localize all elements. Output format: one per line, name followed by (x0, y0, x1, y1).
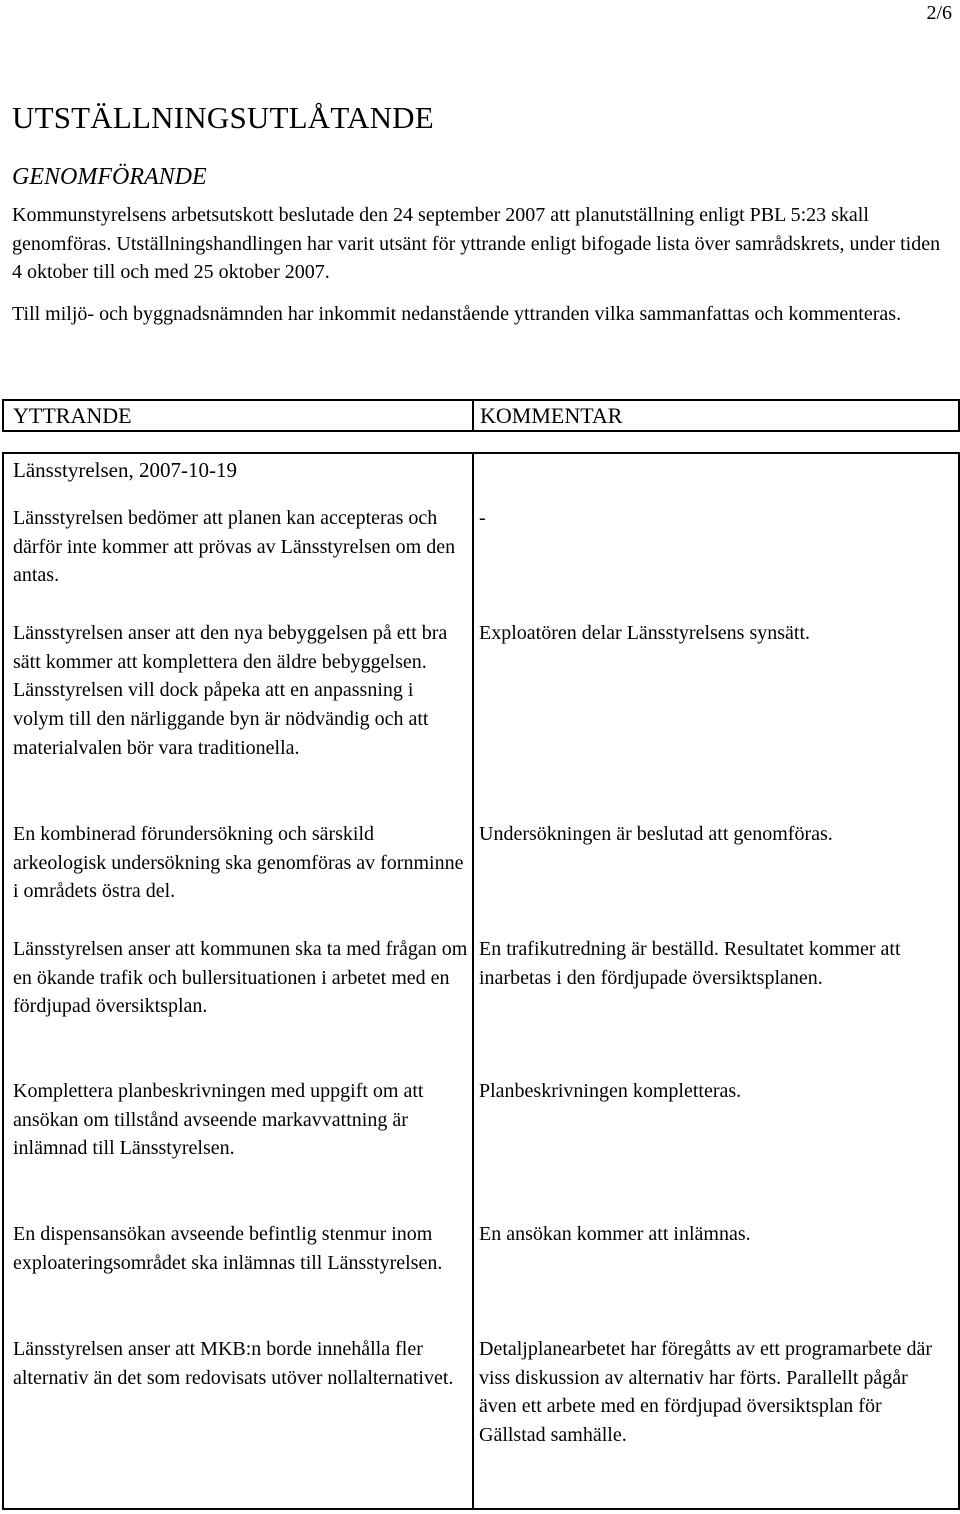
page-title: UTSTÄLLNINGSUTLÅTANDE (12, 100, 434, 135)
kommentar-item: En trafikutredning är beställd. Resultatet kommer att inarbetas i den fördjupade översiktsplanen. (479, 938, 901, 989)
table-body-row (3, 453, 959, 1509)
kommentar-item: Undersökningen är beslutad att genomföras. (479, 823, 833, 845)
page-number: 2/6 (926, 2, 952, 24)
intro-paragraph: Kommunstyrelsens arbetsutskott beslutade den 24 september 2007 att planutställning enligt PBL 5:23 skall genomföras. Utställningshandlingen har varit utsänt för yttrande enligt bifogade lista över samrådskrets, under tiden 4 oktober till och med 25 oktober 2007. (12, 204, 941, 284)
column-header-kommentar: KOMMENTAR (480, 403, 623, 428)
yttrande-item: Komplettera planbeskrivningen med uppgift om att ansökan om tillstånd avseende markavvattning är inlämnad till Länsstyrelsen. (13, 1080, 424, 1160)
header-cell-kommentar (473, 400, 959, 431)
yttrande-item: En dispensansökan avseende befintlig stenmur inom exploateringsområdet ska inlämnas till Länsstyrelsen. (13, 1223, 443, 1274)
organization-name: Länsstyrelsen, 2007-10-19 (13, 458, 237, 482)
kommentar-item: - (479, 507, 486, 529)
kommentar-item: Planbeskrivningen kompletteras. (479, 1080, 742, 1102)
kommentar-item: Detaljplanearbetet har föregåtts av ett programarbete där viss diskussion av alternativ har förts. Parallellt pågår även ett arbete med en fördjupad översiktsplan för Gällstad samhälle. (479, 1338, 933, 1447)
yttrande-item: Länsstyrelsen bedömer att planen kan accepteras och därför inte kommer att prövas av Länsstyrelsen om den antas. (13, 507, 456, 587)
yttrande-item: Länsstyrelsen anser att kommunen ska ta med frågan om en ökande trafik och bullersituationen i arbetet med en fördjupad översiktsplan. (13, 938, 468, 1018)
yttrande-column (3, 453, 473, 1509)
kommentar-item: Exploatören delar Länsstyrelsens synsätt. (479, 622, 811, 644)
kommentar-column (473, 453, 959, 1509)
table-header-row (3, 400, 959, 431)
yttrande-table (2, 399, 960, 1510)
yttrande-item: En kombinerad förundersökning och särskild arkeologisk undersökning ska genomföras av fornminne i områdets östra del. (13, 823, 464, 903)
column-header-yttrande: YTTRANDE (13, 403, 132, 428)
kommentar-item: En ansökan kommer att inlämnas. (479, 1223, 751, 1245)
section-heading: GENOMFÖRANDE (12, 164, 207, 190)
table-spacer-row (3, 431, 959, 453)
intro-paragraph: Till miljö- och byggnadsnämnden har inkommit nedanstående yttranden vilka sammanfattas och kommenteras. (12, 303, 902, 325)
yttrande-item: Länsstyrelsen anser att MKB:n borde innehålla fler alternativ än det som redovisats utöver nollalternativet. (13, 1338, 454, 1389)
header-cell-yttrande (3, 400, 473, 431)
yttrande-item: Länsstyrelsen anser att den nya bebyggelsen på ett bra sätt kommer att komplettera den äldre bebyggelsen. Länsstyrelsen vill dock påpeka att en anpassning i volym till den närliggande byn är nödvändig och att materialvalen bör vara traditionella. (13, 622, 448, 759)
